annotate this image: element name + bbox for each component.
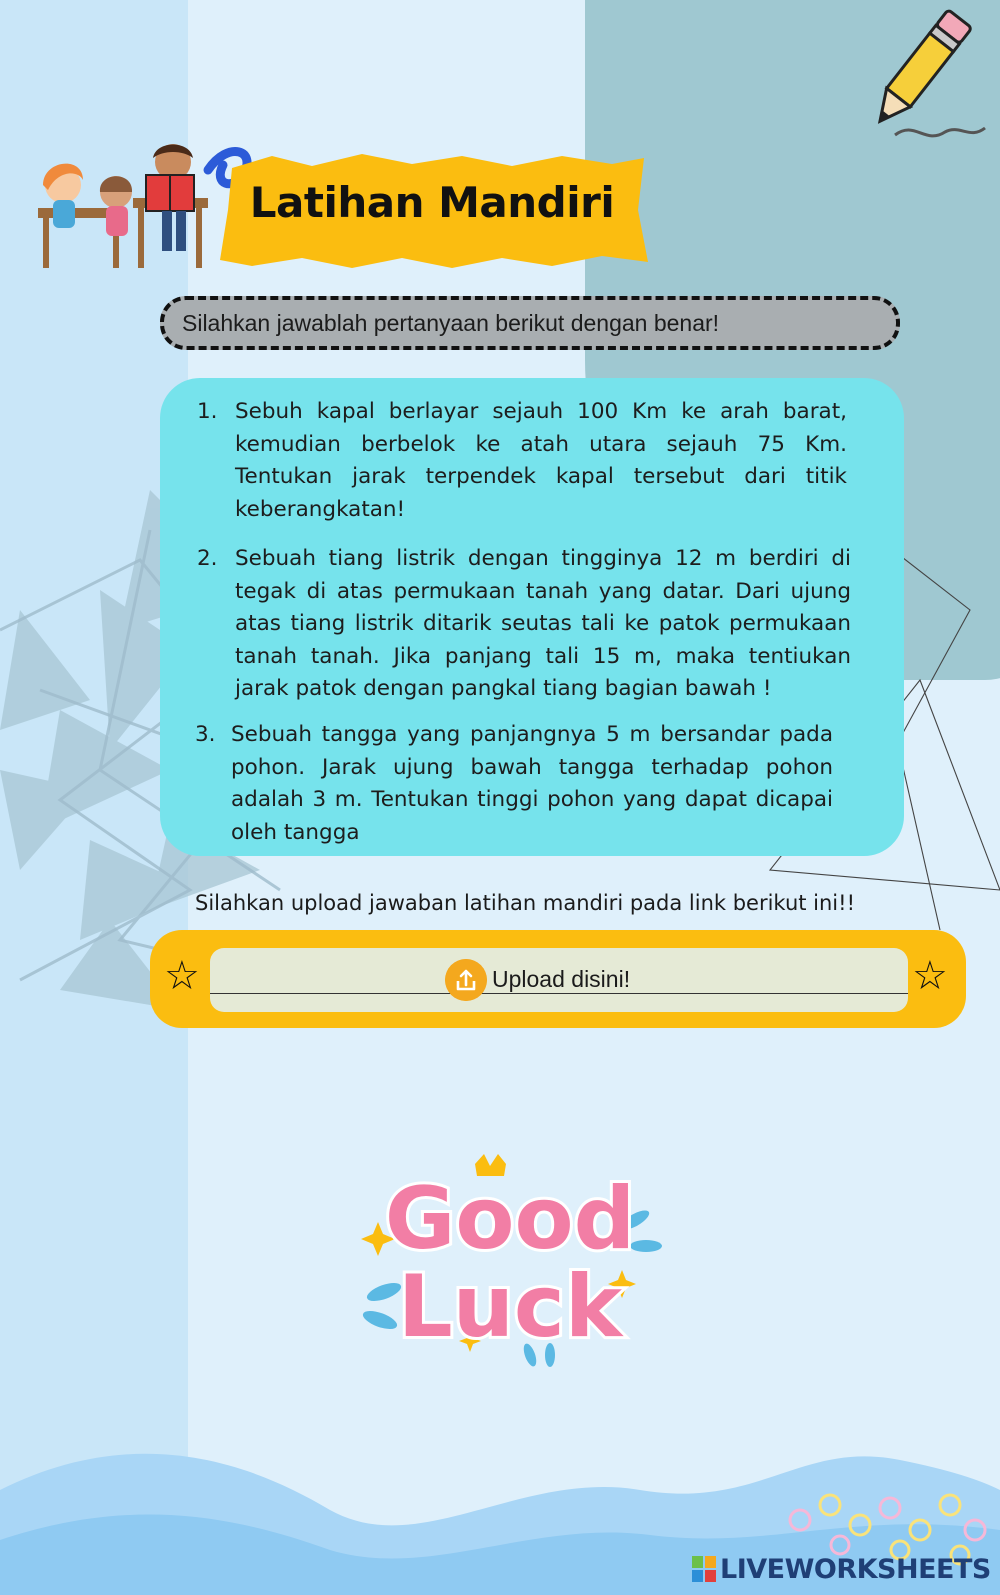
question-line: oleh tangga (231, 819, 360, 845)
question-line: tanah tanah. Jika panjang tali 15 m, maka tentiukan (235, 643, 851, 669)
good-luck-word-2: Luck (397, 1257, 623, 1357)
question-number: 1. (197, 399, 218, 424)
good-luck-sticker (350, 1150, 670, 1370)
question-line: Sebuah tiang listrik dengan tingginya 12 m berdiri di (235, 546, 851, 571)
question-line: pohon. Jarak ujung bawah tangga terhadap pohon (231, 754, 833, 780)
upload-answer-line (210, 993, 908, 994)
star-icon-right: ☆ (912, 953, 948, 999)
good-luck-word-1: Good (384, 1169, 636, 1269)
liveworksheets-logo[interactable] (692, 1552, 991, 1586)
upload-icon[interactable] (445, 959, 487, 1001)
question-1 (197, 396, 847, 526)
question-line: jarak patok dengan pangkal tiang bagian bawah ! (235, 676, 772, 701)
question-line: Tentukan jarak terpendek kapal tersebut dari titik (235, 464, 847, 489)
liveworksheets-logo-text: LIVEWORKSHEETS (720, 1553, 991, 1585)
question-line: tegak di atas permukaan tanah yang datar. Dari ujung (235, 578, 851, 604)
upload-button-label[interactable]: Upload disini! (492, 966, 631, 992)
question-number: 2. (197, 546, 218, 571)
question-line: atas tiang listrik ditarik seutas tali ke patok permukaan (235, 611, 851, 636)
liveworksheets-logo-icon (692, 1556, 716, 1582)
question-line: kemudian berbelok ke atah utara sejauh 75 Km. (235, 431, 847, 457)
star-icon-left: ☆ (164, 953, 200, 999)
instruction-text: Silahkan jawablah pertanyaan berikut dengan benar! (182, 310, 720, 336)
question-line: Sebuh kapal berlayar sejauh 100 Km ke arah barat, (235, 399, 847, 424)
page-title: Latihan Mandiri (249, 178, 615, 227)
instruction-box (160, 296, 900, 350)
pencil-icon (845, 0, 995, 150)
question-line: keberangkatan! (235, 496, 406, 522)
question-line: adalah 3 m. Tentukan tinggi pohon yang dapat dicapai (231, 787, 833, 812)
question-line: Sebuah tangga yang panjangnya 5 m bersandar pada (231, 722, 833, 747)
upload-instruction-text: Silahkan upload jawaban latihan mandiri pada link berikut ini!! (195, 891, 855, 915)
question-2 (197, 543, 851, 706)
question-number: 3. (195, 722, 216, 747)
question-3 (195, 719, 833, 849)
